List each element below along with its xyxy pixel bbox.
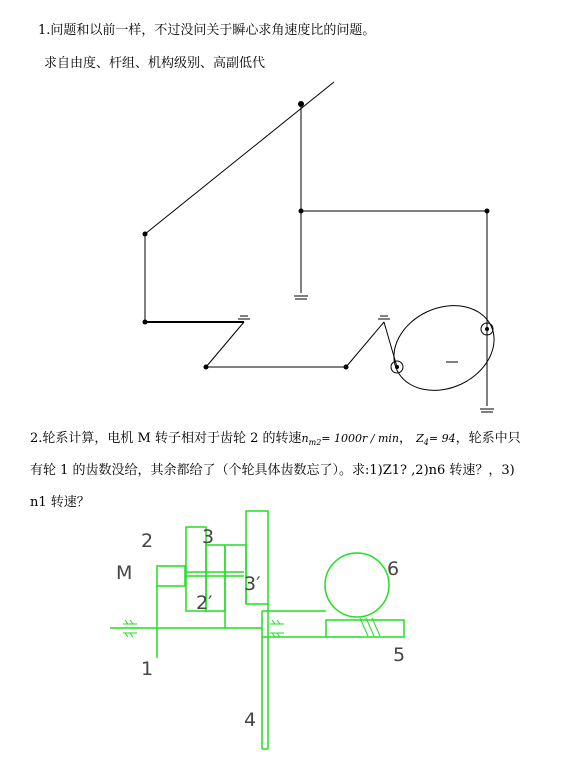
- speed-value: = 1000r / min: [321, 432, 399, 445]
- gear-6: [325, 553, 389, 617]
- label-gear-6: 6: [387, 558, 400, 580]
- problem1-title: 1.问题和以前一样，不过没问关于瞬心求角速度比的问题。: [38, 23, 376, 38]
- label-gear-2-prime: 2′: [196, 592, 213, 614]
- label-gear-1: 1: [141, 658, 154, 680]
- label-gear-5: 5: [393, 644, 406, 666]
- label-gear-3: 3: [202, 526, 215, 548]
- label-gear-4: 4: [244, 709, 257, 731]
- problem2-line3: n1 转速？: [30, 495, 90, 510]
- problem2-line1: 2.轮系计算，电机 M 转子相对于齿轮 2 的转速$n_{m2}= 1000r / \min$， $Z_4= 94$，轮系中只: [30, 431, 521, 448]
- label-gear-2: 2: [141, 530, 154, 552]
- label-motor: M: [116, 562, 133, 584]
- problem2-text-pre: 2.轮系计算，电机 M 转子相对于齿轮 2 的转速: [30, 431, 302, 446]
- problem2-line2: 有轮 1 的齿数没给，其余都给了（个轮具体齿数忘了）。求:1)Z1? ,2)n6 转速？，3): [30, 463, 515, 478]
- teeth-value: = 94: [428, 432, 456, 445]
- speed-symbol: $n_{m2}$: [301, 432, 322, 448]
- problem1-subtitle: 求自由度、杆组、机构级别、高副低代: [44, 56, 266, 71]
- teeth-symbol: $Z_4$: [416, 432, 429, 448]
- problem2-text-post: ，轮系中只: [455, 431, 521, 446]
- motor-body: [157, 566, 185, 586]
- label-gear-3-prime: 3′: [244, 573, 261, 595]
